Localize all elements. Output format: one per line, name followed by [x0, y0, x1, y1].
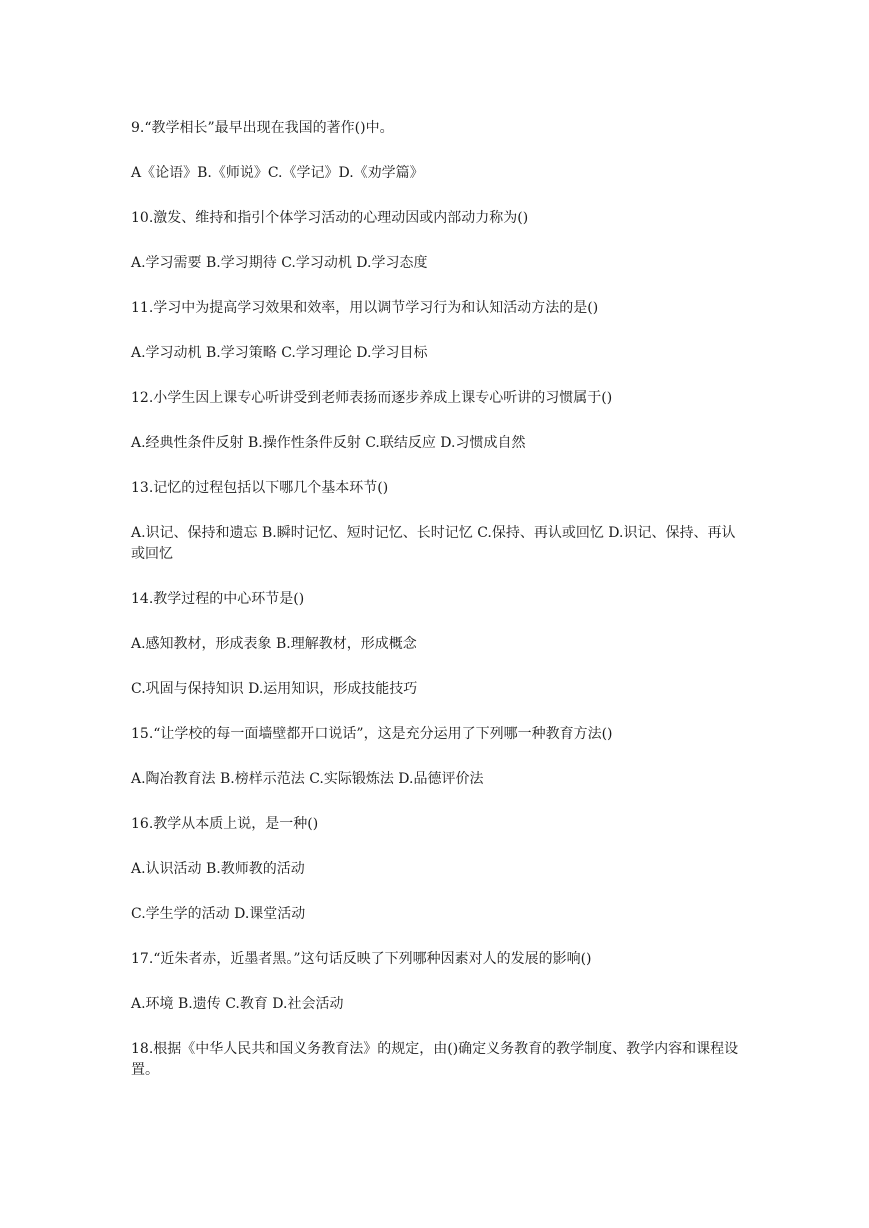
question-10: 10.激发、维持和指引个体学习活动的心理动因或内部动力称为() — [131, 210, 529, 226]
question-16: 16.教学从本质上说，是一种() — [131, 816, 319, 832]
question-13-options: A.识记、保持和遗忘 B.瞬时记忆、短时记忆、长时记忆 C.保持、再认或回忆 D.识记、保持、再认或回忆 — [131, 525, 736, 562]
question-9: 9.“教学相长”最早出现在我国的著作()中。 — [131, 120, 394, 136]
question-16-options-cd: C.学生学的活动 D.课堂活动 — [131, 906, 306, 922]
question-17: 17.“近朱者赤，近墨者黑。”这句话反映了下列哪种因素对人的发展的影响() — [131, 951, 592, 967]
question-15: 15.“让学校的每一面墙壁都开口说话”，这是充分运用了下列哪一种教育方法() — [131, 726, 613, 742]
question-12: 12.小学生因上课专心听讲受到老师表扬而逐步养成上课专心听讲的习惯属于() — [131, 390, 613, 406]
question-14: 14.教学过程的中心环节是() — [131, 591, 305, 607]
question-11-options: A.学习动机 B.学习策略 C.学习理论 D.学习目标 — [131, 345, 428, 361]
question-16-options-ab: A.认识活动 B.教师教的活动 — [131, 861, 305, 877]
question-18: 18.根据《中华人民共和国义务教育法》的规定，由()确定义务教育的教学制度、教学内容和课程设置。 — [131, 1041, 739, 1078]
document-page — [131, 118, 746, 1105]
question-17-options: A.环境 B.遗传 C.教育 D.社会活动 — [131, 996, 344, 1012]
question-14-options-ab: A.感知教材，形成表象 B.理解教材，形成概念 — [131, 636, 417, 652]
question-14-options-cd: C.巩固与保持知识 D.运用知识，形成技能技巧 — [131, 681, 418, 697]
question-11: 11.学习中为提高学习效果和效率，用以调节学习行为和认知活动方法的是() — [131, 300, 599, 316]
question-15-options: A.陶冶教育法 B.榜样示范法 C.实际锻炼法 D.品德评价法 — [131, 771, 484, 787]
question-13: 13.记忆的过程包括以下哪几个基本环节() — [131, 480, 389, 496]
question-9-options: A《论语》B.《师说》C.《学记》D.《劝学篇》 — [131, 165, 424, 181]
question-12-options: A.经典性条件反射 B.操作性条件反射 C.联结反应 D.习惯成自然 — [131, 435, 526, 451]
question-10-options: A.学习需要 B.学习期待 C.学习动机 D.学习态度 — [131, 255, 428, 271]
